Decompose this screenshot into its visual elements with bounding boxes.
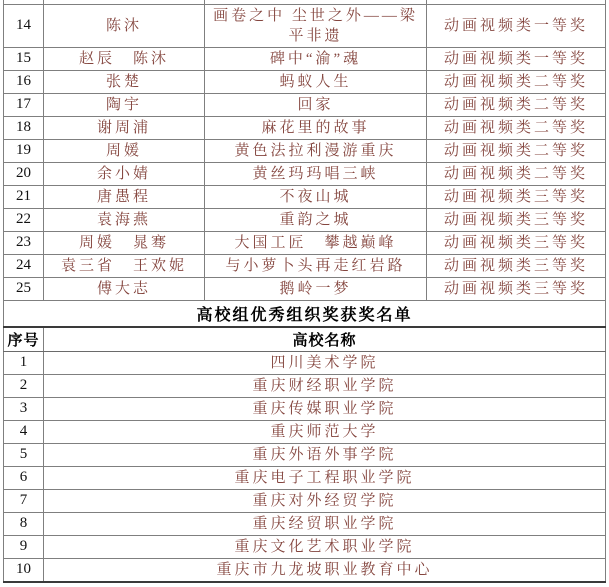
- work-title-cell: 不夜山城: [205, 185, 427, 208]
- award-table-row: [4, 254, 606, 277]
- award-table-row: [4, 162, 606, 185]
- university-name-cell: 重庆财经职业学院: [44, 374, 606, 397]
- work-title-cell: 碑中“渝”魂: [205, 47, 427, 70]
- award-cell: 动画视频类二等奖: [427, 162, 606, 185]
- award-table-row: [4, 47, 606, 70]
- award-cell: 动画视频类三等奖: [427, 208, 606, 231]
- serial-cell: 1: [4, 351, 44, 374]
- award-cell: 动画视频类三等奖: [427, 231, 606, 254]
- award-cell: 动画视频类一等奖: [427, 4, 606, 47]
- award-cell: 动画视频类三等奖: [427, 277, 606, 300]
- serial-cell: 23: [4, 231, 44, 254]
- serial-cell: 19: [4, 139, 44, 162]
- work-title-cell: 画卷之中 尘世之外——梁平非遗: [205, 4, 427, 47]
- authors-cell: 唐愚程: [44, 185, 205, 208]
- award-table-row: [4, 231, 606, 254]
- authors-cell: 张楚: [44, 70, 205, 93]
- university-name-cell: 重庆经贸职业学院: [44, 512, 606, 535]
- work-title-cell: 鹅岭一梦: [205, 277, 427, 300]
- award-table-row: [4, 4, 606, 47]
- university-name-cell: 重庆市九龙坡职业教育中心: [44, 558, 606, 582]
- award-cell: 动画视频类一等奖: [427, 47, 606, 70]
- serial-cell: 17: [4, 93, 44, 116]
- award-cell: 动画视频类三等奖: [427, 254, 606, 277]
- serial-cell: 9: [4, 535, 44, 558]
- award-cell: 动画视频类二等奖: [427, 93, 606, 116]
- authors-cell: 周媛 晁骞: [44, 231, 205, 254]
- award-table-row: [4, 139, 606, 162]
- university-name-cell: 重庆对外经贸学院: [44, 489, 606, 512]
- serial-cell: 15: [4, 47, 44, 70]
- authors-cell: 陶宇: [44, 93, 205, 116]
- award-table-row: [4, 208, 606, 231]
- university-table-row: [4, 351, 606, 374]
- award-cell: 动画视频类二等奖: [427, 70, 606, 93]
- award-cell: 动画视频类二等奖: [427, 139, 606, 162]
- authors-cell: 陈沐: [44, 4, 205, 47]
- work-title-cell: 回家: [205, 93, 427, 116]
- serial-cell: 10: [4, 558, 44, 582]
- work-title-cell: 黄色法拉利漫游重庆: [205, 139, 427, 162]
- university-name-cell: 重庆师范大学: [44, 420, 606, 443]
- university-name-cell: 四川美术学院: [44, 351, 606, 374]
- org-awards-header-section: [4, 300, 606, 351]
- serial-cell: 16: [4, 70, 44, 93]
- serial-cell: 21: [4, 185, 44, 208]
- award-table-row: [4, 277, 606, 300]
- university-table-row: [4, 466, 606, 489]
- serial-cell: 4: [4, 420, 44, 443]
- award-cell: 动画视频类二等奖: [427, 116, 606, 139]
- authors-cell: 傅大志: [44, 277, 205, 300]
- work-title-cell: 麻花里的故事: [205, 116, 427, 139]
- authors-cell: 谢周浦: [44, 116, 205, 139]
- work-title-cell: 与小萝卜头再走红岩路: [205, 254, 427, 277]
- authors-cell: 袁三省 王欢妮: [44, 254, 205, 277]
- university-name-cell: 重庆电子工程职业学院: [44, 466, 606, 489]
- serial-cell: 2: [4, 374, 44, 397]
- section-title-row: [4, 300, 606, 327]
- awards-document-table: [3, 0, 606, 583]
- award-table-row: [4, 70, 606, 93]
- serial-cell: 22: [4, 208, 44, 231]
- work-title-cell: 重韵之城: [205, 208, 427, 231]
- work-title-cell: 蚂蚁人生: [205, 70, 427, 93]
- university-name-cell: 重庆传媒职业学院: [44, 397, 606, 420]
- work-title-cell: 大国工匠 攀越巅峰: [205, 231, 427, 254]
- university-column-header: 高校名称: [44, 327, 606, 352]
- university-table-row: [4, 489, 606, 512]
- serial-cell: 20: [4, 162, 44, 185]
- section-title: 高校组优秀组织奖获奖名单: [4, 300, 606, 327]
- authors-cell: 周媛: [44, 139, 205, 162]
- serial-cell: 8: [4, 512, 44, 535]
- university-table-row: [4, 512, 606, 535]
- university-table-row: [4, 397, 606, 420]
- award-table-row: [4, 93, 606, 116]
- award-table-row: [4, 116, 606, 139]
- serial-cell: 24: [4, 254, 44, 277]
- authors-cell: 袁海燕: [44, 208, 205, 231]
- awards-rows-section: [4, 0, 606, 300]
- university-table-row: [4, 420, 606, 443]
- serial-cell: 5: [4, 443, 44, 466]
- award-table-row: [4, 185, 606, 208]
- award-cell: 动画视频类三等奖: [427, 185, 606, 208]
- serial-cell: 6: [4, 466, 44, 489]
- work-title-cell: 黄丝玛玛唱三峡: [205, 162, 427, 185]
- university-table-row: [4, 443, 606, 466]
- university-table-row: [4, 374, 606, 397]
- authors-cell: 赵辰 陈沐: [44, 47, 205, 70]
- serial-cell: 18: [4, 116, 44, 139]
- serial-cell: 14: [4, 4, 44, 47]
- university-name-cell: 重庆文化艺术职业学院: [44, 535, 606, 558]
- university-table-row: [4, 558, 606, 582]
- serial-cell: 7: [4, 489, 44, 512]
- university-table-row: [4, 535, 606, 558]
- serial-cell: 3: [4, 397, 44, 420]
- university-name-cell: 重庆外语外事学院: [44, 443, 606, 466]
- university-rows-section: [4, 351, 606, 582]
- serial-cell: 25: [4, 277, 44, 300]
- columns-header-row: [4, 327, 606, 352]
- authors-cell: 余小婧: [44, 162, 205, 185]
- serial-column-header: 序号: [4, 327, 44, 352]
